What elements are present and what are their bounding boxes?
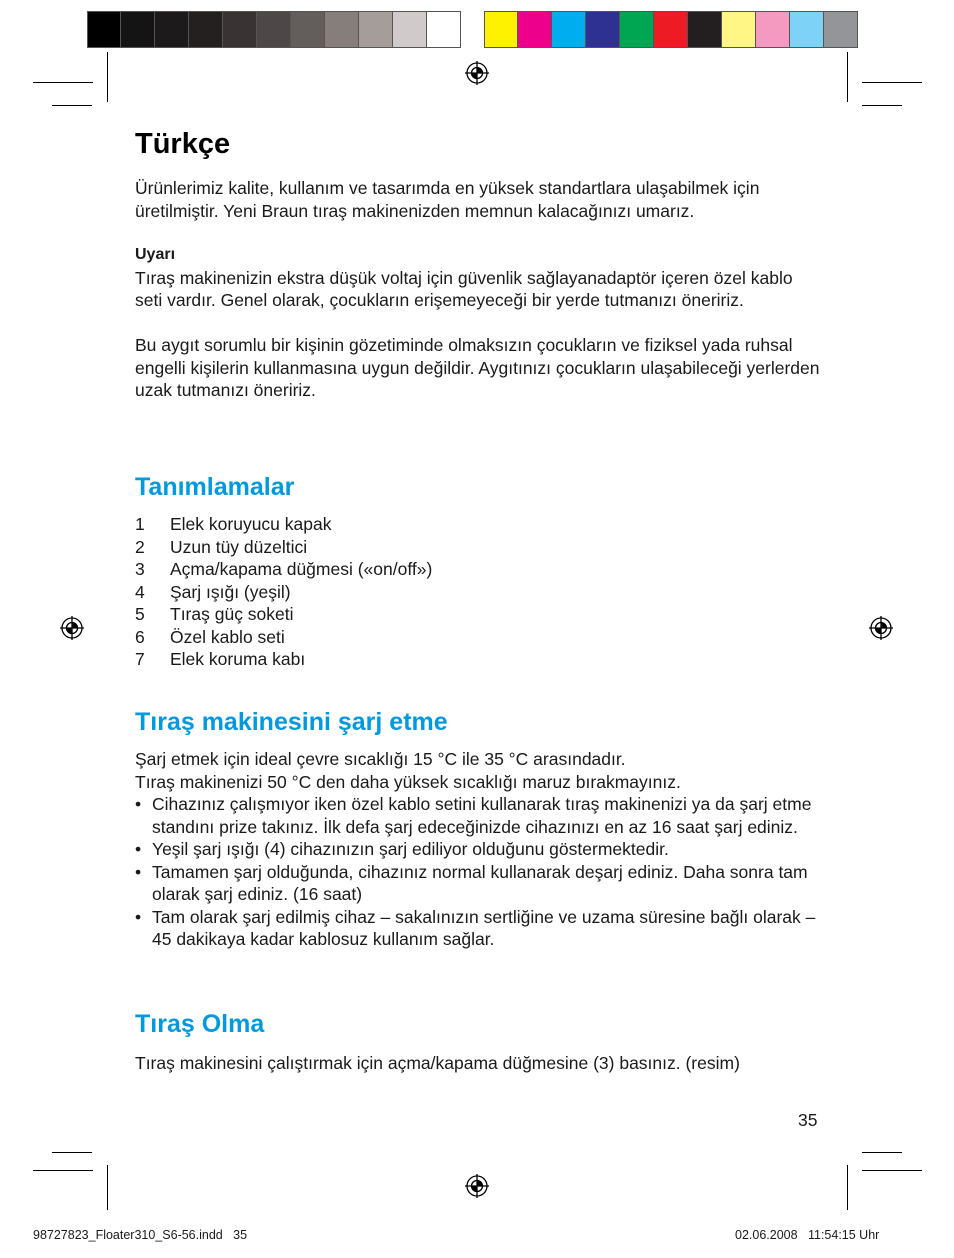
intro-text: Ürünlerimiz kalite, kullanım ve tasarımda en yüksek standartlara ulaşabilmek için üretilmiştir. Yeni Braun tıraş makinenizden memnun kalacağınızı umarız. xyxy=(135,178,760,221)
color-swatch xyxy=(359,12,393,47)
crop-mark xyxy=(107,52,108,102)
color-swatch xyxy=(393,12,427,47)
color-swatch xyxy=(722,12,756,47)
definitions-list xyxy=(135,513,432,671)
crop-mark xyxy=(862,1152,902,1153)
crosshair-registration-icon xyxy=(465,61,489,85)
list-item-label: Tıraş güç soketi xyxy=(170,604,294,624)
list-item-label: Şarj ışığı (yeşil) xyxy=(170,581,291,602)
color-swatch xyxy=(824,12,858,47)
crosshair-registration-icon xyxy=(60,616,84,640)
crop-mark xyxy=(862,82,922,83)
color-swatch xyxy=(790,12,824,47)
color-swatch xyxy=(484,12,518,47)
list-item-label: Özel kablo seti xyxy=(170,626,285,647)
definitions-heading: Tanımlamalar xyxy=(135,473,295,501)
list-item: • Cihazınız çalışmıyor iken özel kablo setini kullanarak tıraş makinenizi ya da şarj etme standını prize takınız. İlk defa şarj edeceğinizde cihazınızı en az 16 saat şarj ediniz. xyxy=(135,793,830,838)
crosshair-registration-icon xyxy=(465,1174,489,1198)
crop-mark xyxy=(52,1152,92,1153)
page-number: 35 xyxy=(798,1110,818,1130)
list-item-number: 1 xyxy=(135,514,145,534)
page-title: Türkçe xyxy=(135,128,231,160)
crop-mark xyxy=(52,105,92,106)
footer-timestamp: 02.06.2008 11:54:15 Uhr xyxy=(735,1228,880,1242)
crop-mark xyxy=(847,52,848,102)
color-swatch xyxy=(586,12,620,47)
crosshair-registration-icon xyxy=(869,616,893,640)
list-item xyxy=(135,626,432,649)
color-swatch xyxy=(552,12,586,47)
process-color-bar xyxy=(484,11,858,48)
color-swatch xyxy=(325,12,359,47)
color-swatch xyxy=(688,12,722,47)
color-swatch xyxy=(620,12,654,47)
color-swatch xyxy=(189,12,223,47)
warning-paragraph-1: Tıraş makinenizin ekstra düşük voltaj için güvenlik sağlayanadaptör içeren özel kablo seti vardır. Genel olarak, çocukların erişemeyeceği bir yerde tutmanızı öneririz. xyxy=(135,267,793,310)
crop-mark xyxy=(862,1170,922,1171)
list-item: • Yeşil şarj ışığı (4) cihazınızın şarj ediliyor olduğunu göstermektedir. xyxy=(135,838,830,861)
crop-mark xyxy=(33,1170,93,1171)
grayscale-color-bar xyxy=(87,11,461,48)
list-item-number: 7 xyxy=(135,649,145,669)
intro-paragraph xyxy=(135,177,825,222)
color-swatch xyxy=(654,12,688,47)
charging-heading: Tıraş makinesini şarj etme xyxy=(135,708,448,736)
color-swatch xyxy=(155,12,189,47)
shaving-text: Tıraş makinesini çalıştırmak için açma/kapama düğmesine (3) basınız. (resim) xyxy=(135,1053,740,1073)
footer-file-info: 98727823_Floater310_S6-56.indd 35 xyxy=(33,1228,248,1242)
charging-line-2: Tıraş makinenizi 50 °C den daha yüksek sıcaklığı maruz bırakmayınız. xyxy=(135,771,681,792)
list-item xyxy=(135,603,432,626)
crop-mark xyxy=(107,1165,108,1210)
list-item: • Tam olarak şarj edilmiş cihaz – sakalınızın sertliğine ve uzama süresine bağlı olarak – 45 dakikaya kadar kablosuz kullanım sağlar. xyxy=(135,906,830,951)
color-swatch xyxy=(427,12,461,47)
list-item-number: 5 xyxy=(135,604,145,624)
list-item xyxy=(135,513,432,536)
list-item xyxy=(135,558,432,581)
list-item: • Tamamen şarj olduğunda, cihazınız normal kullanarak deşarj ediniz. Daha sonra tam olarak şarj ediniz. (16 saat) xyxy=(135,861,830,906)
list-item-number: 3 xyxy=(135,559,145,579)
list-item-label: Açma/kapama düğmesi («on/off») xyxy=(170,559,433,579)
list-item xyxy=(135,648,432,671)
crop-mark xyxy=(33,82,93,83)
color-swatch xyxy=(87,12,121,47)
list-item xyxy=(135,581,432,604)
crop-mark xyxy=(847,1165,848,1210)
crop-mark xyxy=(862,105,902,106)
color-swatch xyxy=(518,12,552,47)
color-swatch xyxy=(756,12,790,47)
charging-line-1: Şarj etmek için ideal çevre sıcaklığı 15 °C ile 35 °C arasındadır. xyxy=(135,749,626,769)
warning-paragraph-2: Bu aygıt sorumlu bir kişinin gözetiminde olmaksızın çocukların ve fiziksel yada ruhsal engelli kişilerin kullanmasına uygun değildir. Aygıtınızı çocukların ulaşabileceği yerlerden uzak tutmanızı öneririz. xyxy=(135,335,820,400)
color-swatch xyxy=(223,12,257,47)
list-item-number: 4 xyxy=(135,581,145,602)
list-item-label: Uzun tüy düzeltici xyxy=(170,536,308,557)
color-swatch xyxy=(257,12,291,47)
list-item xyxy=(135,536,432,559)
list-item-label: Elek koruma kabı xyxy=(170,649,306,669)
warning-heading: Uyarı xyxy=(135,246,176,263)
color-swatch xyxy=(291,12,325,47)
list-item-number: 6 xyxy=(135,626,145,647)
list-item-number: 2 xyxy=(135,536,145,557)
charging-bullets xyxy=(135,793,830,951)
warning-section xyxy=(135,244,825,402)
color-swatch xyxy=(121,12,155,47)
list-item-label: Elek koruyucu kapak xyxy=(170,514,332,534)
shaving-heading: Tıraş Olma xyxy=(135,1010,265,1038)
charging-section xyxy=(135,748,830,951)
